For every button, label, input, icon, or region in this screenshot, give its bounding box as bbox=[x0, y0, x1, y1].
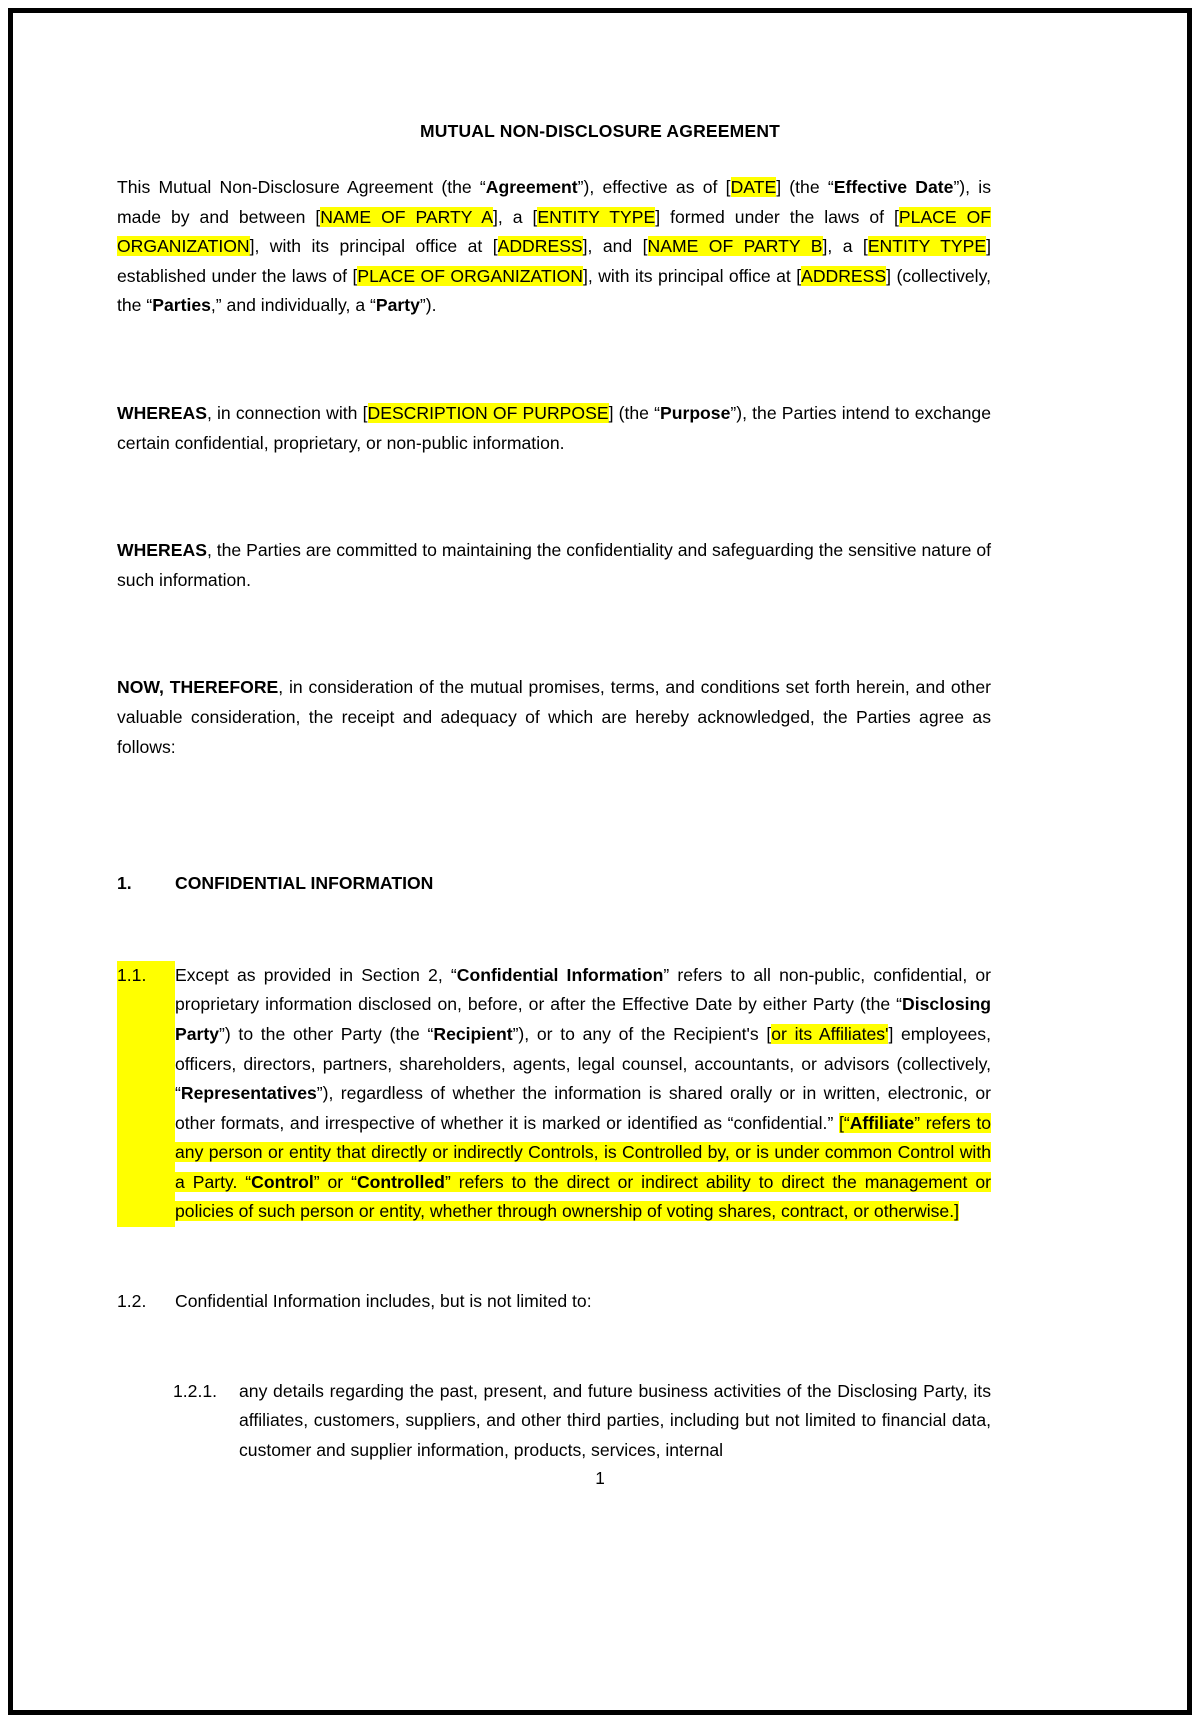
preamble-seg-7: ], with its principal office at [ bbox=[249, 236, 498, 257]
whereas1-seg-3: ”), the Parties intend to exchange certain confidential, proprietary, or non-public information. bbox=[117, 402, 991, 453]
whereas1-seg-2: ] (the “ bbox=[608, 402, 660, 423]
preamble-seg-14: ”). bbox=[419, 295, 437, 316]
spacer bbox=[117, 1317, 991, 1377]
spacer bbox=[117, 840, 991, 869]
term-agreement: Agreement bbox=[485, 177, 578, 197]
affiliate-seg-2: ” or “ bbox=[313, 1171, 357, 1192]
whereas2-text: , the Parties are committed to maintaining the confidentiality and safeguarding the sensitive nature of such information. bbox=[117, 540, 991, 590]
term-parties: Parties bbox=[152, 295, 211, 316]
spacer bbox=[117, 595, 991, 673]
term-representatives: Representatives bbox=[180, 1083, 317, 1104]
recital-whereas-confidentiality bbox=[117, 536, 991, 595]
clause-1-1-number: 1.1. bbox=[117, 961, 175, 1227]
section-1-heading bbox=[117, 869, 991, 899]
affiliate-seg-1: ” refers to any person or entity that directly or indirectly Controls, is Controlled by, or is under common Control with a Party. “ bbox=[175, 1112, 991, 1192]
placeholder-name-of-party-b: NAME OF PARTY B bbox=[647, 236, 823, 257]
term-control: Control bbox=[251, 1171, 314, 1192]
preamble-seg-5: ], a [ bbox=[492, 206, 538, 227]
placeholder-place-of-organization-a: PLACE OF ORGANIZATION bbox=[117, 206, 992, 257]
clause-1-1-seg-2: ” refers to all non-public, confidential, or proprietary information disclosed on, before, or after the Effective Date by either Party (the “ bbox=[175, 964, 992, 1015]
preamble-seg-10: ] established under the laws of [ bbox=[117, 236, 991, 286]
spacer bbox=[117, 458, 991, 536]
document-title: MUTUAL NON-DISCLOSURE AGREEMENT bbox=[419, 121, 781, 141]
preamble-seg-11: ], with its principal office at [ bbox=[583, 265, 802, 286]
placeholder-name-of-party-a: NAME OF PARTY A bbox=[320, 206, 493, 227]
clause-1-1-seg-3: ”) to the other Party (the “ bbox=[219, 1023, 434, 1044]
clause-1-1-seg-5: ] employees, officers, directors, partners, shareholders, agents, legal counsel, accountants, or advisors (collectively, “ bbox=[175, 1023, 991, 1104]
preamble-seg-8: ], and [ bbox=[582, 236, 648, 257]
affiliate-seg-3: ” refers to the direct or indirect ability to direct the management or policies of such person or entity, whether through ownership of voting shares, contract, or otherwise.] bbox=[175, 1171, 991, 1222]
clause-1-1-text bbox=[175, 961, 991, 1227]
document-page-border bbox=[8, 8, 1192, 1715]
document-body bbox=[117, 173, 991, 1465]
spacer bbox=[117, 1227, 991, 1287]
clause-1-1-seg-1: Except as provided in Section 2, “ bbox=[175, 964, 457, 985]
document-page bbox=[13, 13, 1187, 1710]
section-1-title: CONFIDENTIAL INFORMATION bbox=[175, 873, 434, 894]
page-number: 1 bbox=[595, 1468, 605, 1488]
term-effective-date: Effective Date bbox=[833, 177, 954, 197]
placeholder-entity-type-b: ENTITY TYPE bbox=[867, 236, 987, 257]
clause-1-2-1-text: any details regarding the past, present, and future business activities of the Disclosing Party, its affiliates, customers, suppliers, and other third parties, including but not limited to financial data, customer and supplier information, products, services, internal bbox=[239, 1380, 991, 1460]
whereas1-seg-1: , in connection with [ bbox=[206, 402, 368, 423]
recital-now-therefore bbox=[117, 673, 991, 762]
preamble-seg-13: ,” and individually, a “ bbox=[210, 295, 376, 316]
whereas-label-2: WHEREAS bbox=[117, 540, 207, 561]
preamble-seg-9: ], a [ bbox=[822, 236, 868, 257]
clause-1-2-text: Confidential Information includes, but is not limited to: bbox=[175, 1291, 592, 1312]
placeholder-address-b: ADDRESS bbox=[801, 265, 887, 286]
preamble-seg-12: ] (collectively, the “ bbox=[117, 265, 991, 316]
recital-whereas-purpose bbox=[117, 399, 991, 458]
clause-1-2 bbox=[117, 1287, 991, 1317]
clause-1-2-1-number: 1.2.1. bbox=[173, 1380, 218, 1401]
placeholder-description-of-purpose: DESCRIPTION OF PURPOSE bbox=[367, 402, 609, 423]
term-confidential-information: Confidential Information bbox=[456, 964, 664, 985]
term-disclosing-party: Disclosing Party bbox=[175, 994, 991, 1044]
spacer bbox=[117, 762, 991, 840]
now-therefore-text: , in consideration of the mutual promises, terms, and conditions set forth herein, and other valuable consideration, the receipt and adequacy of which are hereby acknowledged, the Parties agree as follows: bbox=[117, 677, 991, 757]
preamble-seg-4: ”), is made by and between [ bbox=[117, 177, 992, 227]
preamble-seg-1: This Mutual Non-Disclosure Agreement (the “ bbox=[117, 177, 486, 197]
whereas-label-1: WHEREAS bbox=[117, 402, 207, 423]
term-party: Party bbox=[375, 295, 420, 316]
clause-1-1-seg-6: ”), regardless of whether the information is shared orally or in written, electronic, or other formats, and irrespective of whether it is marked or identified as “confidential.” bbox=[175, 1083, 991, 1133]
now-therefore-label: NOW, THEREFORE bbox=[117, 677, 279, 698]
preamble-seg-3: ] (the “ bbox=[776, 177, 834, 197]
term-affiliate: Affiliate bbox=[849, 1112, 915, 1133]
highlight-or-its-affiliates: or its Affiliates' bbox=[771, 1023, 889, 1044]
spacer bbox=[117, 899, 991, 961]
placeholder-date: DATE bbox=[730, 177, 777, 197]
placeholder-place-of-organization-b: PLACE OF ORGANIZATION bbox=[357, 265, 583, 286]
clause-1-2-1 bbox=[173, 1377, 991, 1466]
term-purpose: Purpose bbox=[659, 402, 731, 423]
preamble-seg-6: ] formed under the laws of [ bbox=[655, 206, 899, 227]
preamble-paragraph bbox=[117, 173, 991, 321]
preamble-seg-2: ”), effective as of [ bbox=[577, 177, 731, 197]
clause-1-2-number: 1.2. bbox=[117, 1291, 147, 1312]
spacer bbox=[117, 321, 991, 399]
placeholder-entity-type-a: ENTITY TYPE bbox=[537, 206, 656, 227]
term-controlled: Controlled bbox=[356, 1171, 445, 1192]
term-recipient: Recipient bbox=[433, 1023, 513, 1044]
affiliate-block-open: [“ bbox=[838, 1112, 850, 1133]
clause-1-1-seg-4: ”), or to any of the Recipient's [ bbox=[512, 1023, 772, 1044]
clause-1-1 bbox=[117, 961, 991, 1227]
placeholder-address-a: ADDRESS bbox=[497, 236, 583, 257]
section-1-number: 1. bbox=[117, 873, 132, 894]
